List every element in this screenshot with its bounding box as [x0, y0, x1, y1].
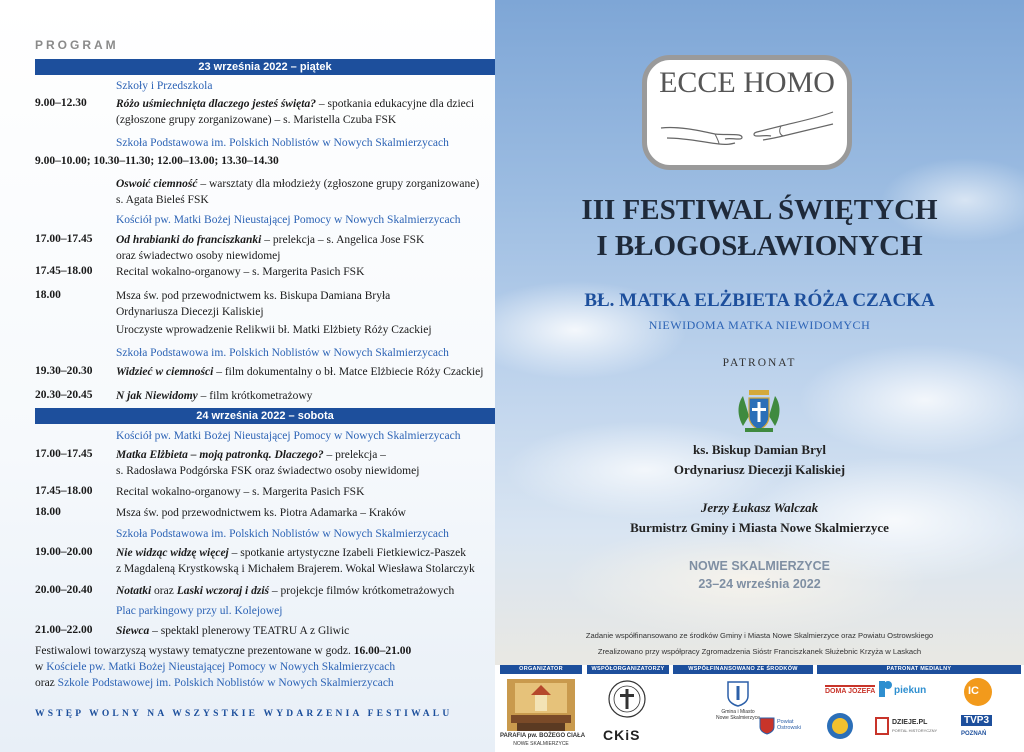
event-time: 17.00–17.45	[35, 233, 93, 245]
event-title: Oswoić ciemność	[116, 178, 198, 190]
event-description: Msza św. pod przewodnictwem ks. Biskupa Damiana Bryła Ordynariusza Diecezji Kaliskiej	[116, 290, 391, 318]
day-header-saturday: 24 września 2022 – sobota	[35, 408, 495, 424]
event-time: 17.00–17.45	[35, 448, 93, 460]
venue-school-noblists: Szkoła Podstawowa im. Polskich Noblistów w Nowych Skalmierzycach	[116, 347, 449, 359]
dzieje-logo-icon	[875, 717, 889, 735]
venue-schools: Szkoły i Przedszkola	[116, 80, 213, 92]
parish-town: NOWE SKALMIERZYCE	[513, 741, 569, 747]
event-times: 9.00–10.00; 10.30–11.30; 12.00–13.00; 13.30–14.30	[35, 155, 279, 167]
parish-name: PARAFIA pw. BOŻEGO CIAŁA	[500, 733, 586, 739]
gmina-label: Gmina i Miasto Nowe Skalmierzyce	[716, 709, 760, 721]
organizer-heading: ORGANIZATOR	[500, 665, 582, 674]
exhibition-note: Festiwalowi towarzyszą wystawy tematyczne prezentowane w godz. 16.00–21.00 w Kościele pw. Matki Bożej Nieustającej Pomocy w Nowych Skalmierzycach oraz Szkole Podstawowej im. Polskich Noblistów w Nowych Skalmierzycach	[35, 645, 412, 689]
event-time: 18.00	[35, 289, 61, 301]
day-header-friday: 23 września 2022 – piątek	[35, 59, 495, 75]
creation-hands-icon	[657, 108, 837, 163]
blessed-name: BŁ. MATKA ELŻBIETA RÓŻA CZACKA	[584, 290, 935, 311]
event-description: Różo uśmiechnięta dlaczego jesteś święta? – spotkania edukacyjne dla dzieci (zgłoszone grupy zorganizowane) – s. Maristella Czuba FSK	[116, 98, 475, 126]
event-title: Matka Elżbieta – moją patronką. Dlaczego?	[116, 449, 324, 461]
event-time: 21.00–22.00	[35, 624, 93, 636]
event-time: 18.00	[35, 506, 61, 518]
event-title: N jak Niewidomy	[116, 390, 198, 402]
cofinanced-heading: WSPÓŁFINANSOWANO ZE ŚRODKÓW	[673, 665, 813, 674]
venue-school-noblists: Szkoła Podstawowa im. Polskich Noblistów w Nowych Skalmierzycach	[116, 137, 449, 149]
tvp3-logo: TVP3	[961, 715, 992, 726]
parish-altar-photo	[507, 679, 575, 731]
event-description: Siewca – spektakl plenerowy TEATRU A z Gliwic	[116, 625, 350, 637]
tvp3-subtitle: POZNAŃ	[961, 731, 987, 737]
event-description: Msza św. pod przewodnictwem ks. Piotra Adamarka – Kraków	[116, 507, 406, 519]
program-page	[0, 0, 500, 752]
event-description: Od hrabianki do franciszkanki – prelekcja – s. Angelica Jose FSK oraz świadectwo osoby niewidomej	[116, 234, 425, 262]
ckis-logo: CKiS	[603, 727, 641, 743]
event-title: Od hrabianki do franciszkanki	[116, 234, 262, 246]
event-time: 19.00–20.00	[35, 546, 93, 558]
festival-title: III FESTIWAL ŚWIĘTYCH I BŁOGOSŁAWIONYCH	[581, 194, 938, 262]
cover-page	[495, 0, 1024, 665]
event-time: 19.30–20.30	[35, 365, 93, 377]
event-time: 20.30–20.45	[35, 389, 93, 401]
event-description: Recital wokalno-organowy – s. Margerita Pasich FSK	[116, 266, 365, 278]
event-title: Widzieć w ciemności	[116, 366, 214, 378]
doma-jozefa-logo: DOMA JÓZEFA	[825, 685, 875, 695]
event-description: Widzieć w ciemności – film dokumentalny o bł. Matce Elżbiecie Róży Czackiej	[116, 366, 484, 378]
festival-place-date: NOWE SKALMIERZYCE 23–24 września 2022	[689, 559, 830, 591]
event-title: Nie widząc widzę więcej	[116, 547, 229, 559]
powiat-crest-icon	[759, 717, 775, 735]
sponsor-strip	[495, 665, 1024, 752]
event-time: 17.45–18.00	[35, 265, 93, 277]
patron-bishop: ks. Biskup Damian Bryl Ordynariusz Diecezji Kaliskiej	[673, 442, 846, 477]
radio-logo: IC	[968, 685, 979, 697]
bishop-coat-of-arms-icon	[735, 386, 783, 438]
event-title: Laski wczoraj i dziś	[176, 585, 270, 597]
piekun-logo-icon	[877, 679, 893, 699]
patronage-heading: PATRONAT	[722, 357, 797, 369]
patron-mayor: Jerzy Łukasz Walczak Burmistrz Gminy i Miasta Nowe Skalmierzyce	[630, 500, 889, 535]
ecce-homo-logo	[642, 55, 852, 170]
funding-note: Zadanie współfinansowano ze środków Gminy i Miasta Nowe Skalmierzyce oraz Powiatu Ostrowskiego Zrealizowano przy współpracy Zgromadzenia Sióstr Franciszkanek Służebnic Krzyża w Laskach	[585, 631, 934, 656]
event-description: Notatki oraz Laski wczoraj i dziś – projekcje filmów krótkometrażowych	[116, 585, 455, 597]
venue-parking: Plac parkingowy przy ul. Kolejowej	[116, 605, 283, 617]
school-badge-icon	[825, 711, 855, 741]
event-time: 9.00–12.30	[35, 97, 87, 109]
piekun-logo: piekun	[894, 685, 927, 696]
event-title: Notatki	[116, 585, 152, 597]
blessed-subtitle: NIEWIDOMA MATKA NIEWIDOMYCH	[648, 318, 871, 332]
media-patronage-heading: PATRONAT MEDIALNY	[817, 665, 1021, 674]
event-title: Siewca	[116, 625, 150, 637]
event-description: Oswoić ciemność – warsztaty dla młodzieży (zgłoszone grupy zorganizowane) s. Agata Bieleś FSK	[116, 178, 480, 206]
event-description: Uroczyste wprowadzenie Relikwii bł. Matki Elżbiety Róży Czackiej	[116, 324, 432, 336]
coorganizers-heading: WSPÓŁORGANIZATORZY	[587, 665, 669, 674]
gmina-crest-icon	[727, 681, 749, 707]
event-time: 17.45–18.00	[35, 485, 93, 497]
program-title: PROGRAM	[35, 38, 119, 52]
venue-church: Kościół pw. Matki Bożej Nieustającej Pomocy w Nowych Skalmierzycach	[116, 214, 461, 226]
dzieje-logo: DZIEJE.PL	[892, 719, 928, 726]
event-time: 20.00–20.40	[35, 584, 93, 596]
powiat-label: Powiat Ostrowski	[777, 719, 802, 731]
logo-text: ECCE HOMO	[659, 66, 835, 99]
event-description: Matka Elżbieta – moją patronką. Dlaczego? – prelekcja – s. Radosława Podgórska FSK oraz świadectwo osoby niewidomej	[116, 449, 420, 477]
event-description: Recital wokalno-organowy – s. Margerita Pasich FSK	[116, 486, 365, 498]
dzieje-subtitle: PORTAL HISTORYCZNY	[892, 728, 938, 733]
venue-church: Kościół pw. Matki Bożej Nieustającej Pomocy w Nowych Skalmierzycach	[116, 430, 461, 442]
free-entry-banner: WSTĘP WOLNY NA WSZYSTKIE WYDARZENIA FESTIWALU	[35, 709, 453, 719]
venue-school-noblists: Szkoła Podstawowa im. Polskich Noblistów w Nowych Skalmierzycach	[116, 528, 449, 540]
event-description: Nie widząc widzę więcej – spotkanie artystyczne Izabeli Fietkiewicz-Paszek z Magdaleną Krystkowską i Michałem Brajerem. Wokal Wiesława Stolarczyk	[116, 547, 475, 575]
sisters-seal-icon	[607, 679, 647, 719]
event-title: Różo uśmiechnięta dlaczego jesteś święta?	[116, 98, 316, 110]
event-description: N jak Niewidomy – film krótkometrażowy	[116, 390, 313, 402]
